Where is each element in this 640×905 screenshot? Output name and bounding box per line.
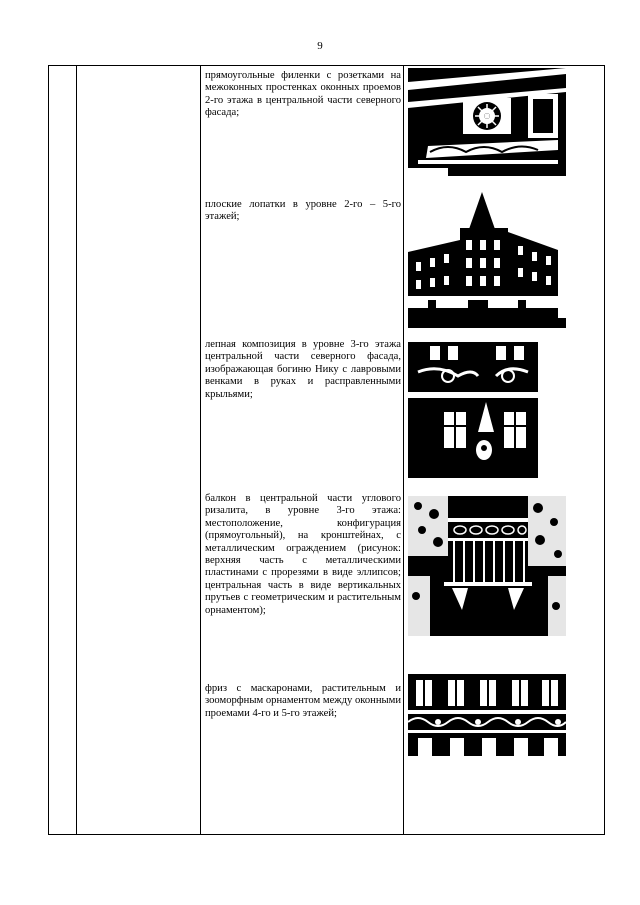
page-number: 9 — [317, 40, 323, 52]
table-row — [49, 66, 605, 835]
item-description-nike-composition: лепная композиция в уровне 3-го этажа центральной части северного фасада, изображающая богиню Нику с лавровыми венками в руках и расправленными крыльями; — [205, 339, 401, 400]
photo-building-corner — [408, 192, 566, 328]
monument-elements-table — [48, 65, 605, 835]
photo-nike-composition — [408, 342, 566, 478]
table-cell-number — [49, 66, 77, 835]
item-description-rosette-panels: прямоугольные филенки с розетками на межоконных простенках оконных проемов 2-го этажа в центральной части северного фасада; — [205, 70, 401, 119]
photo-balcony — [408, 496, 566, 636]
table-cell-category — [77, 66, 201, 835]
table-cell-description — [201, 66, 404, 835]
photo-frieze — [408, 674, 566, 756]
item-description-frieze: фриз с маскаронами, растительным и зооморфным орнаментом между оконными проемами 4-го и 5-го этажей; — [205, 683, 401, 719]
table-cell-photos — [404, 66, 605, 835]
item-description-balcony: балкон в центральной части углового ризалита, в уровне 3-го этажа: местоположение, конфигурация (прямоугольный), на кронштейнах, с металлическим ограждением (рисунок: верхняя часть с металлическими пластинами с прорезями в виде эллипсов; центральная часть в виде вертикальных прутьев с геометрическим и растительным орнаментом); — [205, 493, 401, 616]
item-description-pilasters: плоские лопатки в уровне 2-го – 5-го этажей; — [205, 199, 401, 223]
photo-rosette-panels — [408, 68, 566, 176]
